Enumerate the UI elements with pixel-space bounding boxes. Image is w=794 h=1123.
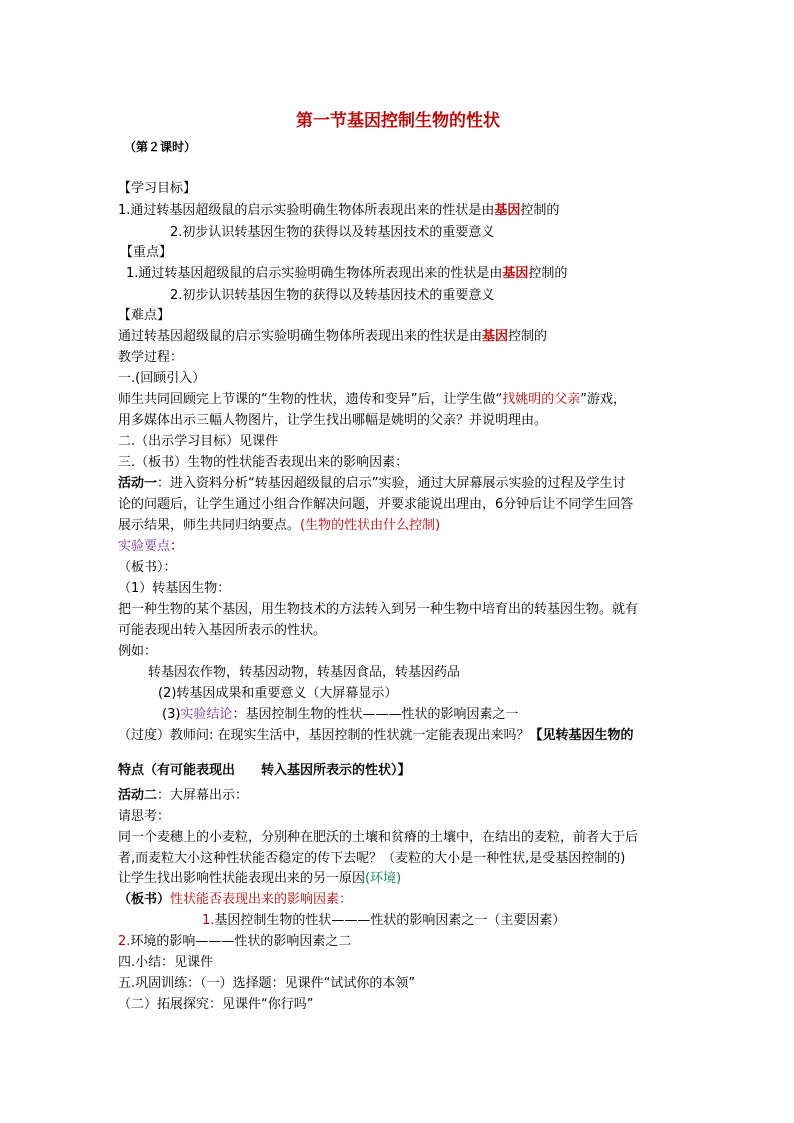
transition-line-2: 特点（有可能表现出 转入基因所表示的性状）】	[118, 763, 411, 778]
activity-1-line-1: 活动一：进入资料分析“转基因超级鼠的启示”实验，通过大屏幕展示实验的过程及学生讨	[118, 476, 626, 491]
transition-line-1: （过度）教师问: 在现实生活中，基因控制的性状就一定能表现出来吗？【见转基因生物的	[118, 728, 634, 743]
section-1-para-1: 师生共同回顾完上节课的“生物的性状，遗传和变异”后，让学生做“找姚明的父亲”游戏，	[118, 392, 626, 407]
factor-1: 1.基因控制生物的性状———性状的影响因素之一（主要因素）	[202, 913, 566, 928]
section-3-heading: 三.（板书）生物的性状能否表现出来的影响因素：	[118, 455, 409, 470]
topic-1-para-2: 可能表现出转入基因所表示的性状。	[118, 623, 327, 638]
section-5-heading: 五.巩固训练：（一）选择题：见课件“试试你的本领”	[118, 976, 416, 991]
difficulty-heading: 【难点】	[118, 308, 171, 323]
goal-1: 1.通过转基因超级鼠的启示实验明确生物体所表现出来的性状是由基因控制的	[118, 203, 560, 218]
difficulty-1: 通过转基因超级鼠的启示实验明确生物体所表现出来的性状是由基因控制的	[118, 329, 548, 344]
goal-2: 2.初步认识转基因生物的获得以及转基因技术的重要意义	[170, 225, 495, 240]
section-1-para-2: 用多媒体出示三幅人物图片，让学生找出哪幅是姚明的父亲？并说明理由。	[118, 413, 548, 428]
topic-3-heading: (3)实验结论：基因控制生物的性状———性状的影响因素之一	[162, 707, 519, 722]
board-note-1: （板书）：	[118, 560, 177, 575]
goals-heading: 【学习目标】	[118, 181, 197, 196]
factor-2: 2.环境的影响———性状的影响因素之二	[118, 934, 352, 949]
board-note-2: （板书）性状能否表现出来的影响因素：	[118, 892, 353, 907]
question-line-3: 让学生找出影响性状能表现出来的另一原因(环境)	[118, 871, 402, 886]
activity-1-line-3: 展示结果，师生共同归纳要点。(生物的性状由什么控制)	[118, 518, 441, 533]
process-label: 教学过程：	[118, 350, 184, 365]
example-list: 转基因农作物，转基因动物，转基因食品，转基因药品	[148, 665, 461, 680]
key-heading: 【重点】	[120, 245, 173, 260]
think-label: 请思考：	[118, 809, 171, 824]
key-point-1: 1.通过转基因超级鼠的启示实验明确生物体所表现出来的性状是由基因控制的	[126, 266, 568, 281]
section-2-heading: 二.（出示学习目标）见课件	[118, 434, 279, 449]
question-line-1: 同一个麦穗上的小麦粒，分别种在肥沃的土壤和贫瘠的土壤中，在结出的麦粒，前者大于后	[118, 830, 639, 845]
example-label: 例如：	[118, 644, 158, 659]
section-6-heading: （二）拓展探究：见课件“你行吗”	[118, 997, 314, 1012]
lesson-period: （第２课时）	[124, 140, 197, 154]
topic-1-para-1: 把一种生物的某个基因，用生物技术的方法转入到另一种生物中培育出的转基因生物。就有	[118, 602, 639, 617]
section-1-heading: 一.(回顾引入）	[118, 371, 206, 386]
topic-2-heading: (2)转基因成果和重要意义（大屏幕显示）	[158, 686, 398, 701]
activity-2-line: 活动二：大屏幕出示：	[118, 788, 249, 803]
key-point-2: 2.初步认识转基因生物的获得以及转基因技术的重要意义	[170, 288, 495, 303]
activity-1-line-2: 论的问题后，让学生通过小组合作解决问题，并要求能说出理由，6分钟后让不同学生回答	[118, 497, 634, 512]
question-line-2: 者,而麦粒大小这种性状能否稳定的传下去呢？（麦粒的大小是一种性状,是受基因控制的)	[118, 851, 626, 866]
experiment-points: 实验要点：	[118, 539, 184, 554]
topic-1-heading: （1）转基因生物：	[118, 581, 231, 596]
document-title: 第一节基因控制生物的性状	[296, 111, 500, 131]
section-4-heading: 四.小结：见课件	[118, 955, 214, 970]
